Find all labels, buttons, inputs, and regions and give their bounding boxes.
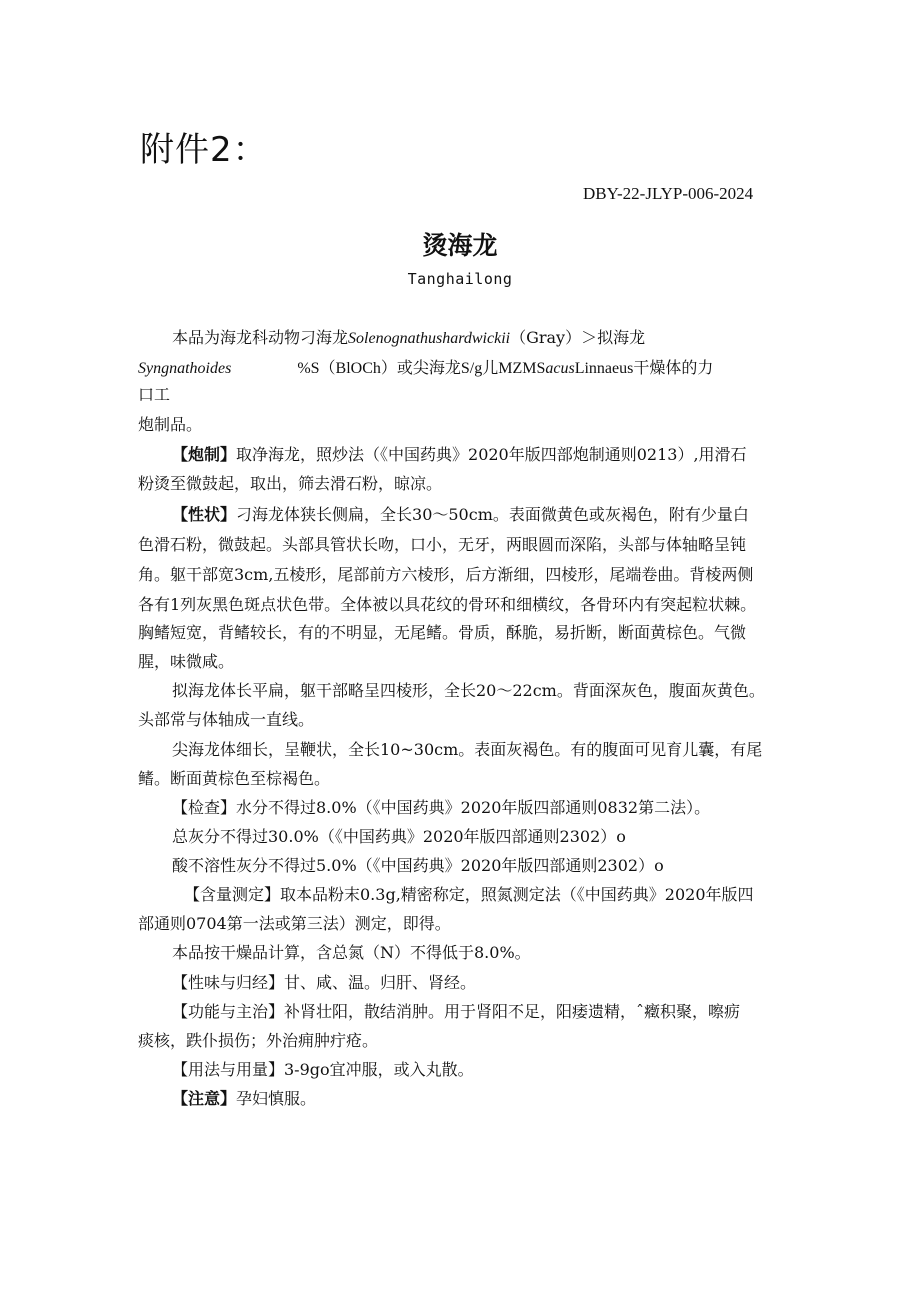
intro-text: （Gray）＞拟海龙: [510, 328, 646, 347]
section-text: 刁海龙体狭长侧扁，全长30～50cm。表面微黄色或灰褐色，附有少量白: [236, 505, 749, 524]
attachment-label: 附件2：: [140, 130, 268, 170]
latin-name: Solenognathushardwickii: [348, 330, 511, 347]
jianhailong-line-1: 尖海龙体细长，呈鞭状，全长10~30cm。表面灰褐色。有的腹面可见育儿囊，有尾: [172, 740, 763, 759]
xingzhuang-line-4: 各有1列灰黑色斑点状色带。全体被以具花纹的骨环和细横纹，各骨环内有突起粒状棘。: [138, 595, 757, 614]
xingzhuang-line-5: 胸鳍短宽，背鳍较长，有的不明显，无尾鳍。骨质，酥脆，易折断，断面黄棕色。气微: [138, 623, 747, 642]
section-label: 【注意】: [172, 1089, 237, 1108]
hanliang-line-3: 本品按干燥品计算，含总氮（N）不得低于8.0%。: [172, 943, 531, 962]
document-number: DBY-22-JLYP-006-2024: [583, 184, 754, 203]
xingzhuang-line-3: 角。躯干部宽3cm,五棱形，尾部前方六棱形，后方渐细，四棱形，尾端卷曲。背棱两侧: [138, 565, 754, 584]
jiancha-line-3: 酸不溶性灰分不得过5.0%（《中国药典》2020年版四部通则2302）o: [172, 856, 664, 875]
section-label: 【炮制】: [172, 445, 237, 464]
xingzhuang-line-1: [172, 505, 749, 525]
hanliang-line-2: 部通则0704第一法或第三法）测定，即得。: [138, 914, 451, 933]
yongfa-line: 【用法与用量】3-9go宜冲服，或入丸散。: [172, 1060, 474, 1079]
intro-text: Linnaeus干燥体的力: [574, 360, 714, 377]
section-text: 取净海龙，照炒法（《中国药典》2020年版四部炮制通则0213）,用滑石: [236, 445, 747, 464]
nihailong-line-1: 拟海龙体长平扁，躯干部略呈四棱形，全长20～22cm。背面深灰色，腹面灰黄色。: [172, 681, 765, 700]
gongneng-line-1: 【功能与主治】补肾壮阳，散结消肿。用于肾阳不足，阳痿遗精，ˆ癥积聚，嚓疬: [172, 1002, 741, 1021]
section-label: 【性状】: [172, 505, 237, 524]
intro-line-3: 口工: [138, 385, 171, 404]
section-text: 孕妇慎服。: [236, 1089, 317, 1108]
zhuyi-line: [172, 1089, 316, 1109]
xingzhuang-line-6: 腥，味微咸。: [138, 652, 235, 671]
paozhi-line-1: [172, 445, 747, 465]
latin-name: acus: [545, 360, 575, 377]
xingzhuang-line-2: 色滑石粉，微鼓起。头部具管状长吻，口小，无牙，两眼圆而深陷，头部与体轴略呈钝: [138, 535, 747, 554]
intro-line-2: [138, 358, 713, 379]
jiancha-line-1: 【检查】水分不得过8.0%（《中国药典》2020年版四部通则0832第二法）。: [172, 798, 711, 817]
pinyin-title: Tanghailong: [407, 270, 513, 288]
intro-line-4: 炮制品。: [138, 415, 203, 434]
gongneng-line-2: 痰核，跌仆损伤；外治痈肿疔疮。: [138, 1031, 379, 1050]
paozhi-line-2: 粉烫至微鼓起，取出，筛去滑石粉，晾凉。: [138, 474, 443, 493]
page-title: 烫海龙: [422, 231, 498, 260]
intro-text: 本品为海龙科动物刁海龙: [172, 328, 349, 347]
latin-name: Syngnathoides: [138, 360, 232, 377]
jianhailong-line-2: 鳍。断面黄棕色至棕褐色。: [138, 769, 331, 788]
hanliang-line-1: 【含量测定】取本品粉末0.3g,精密称定，照氮测定法（《中国药典》2020年版四: [184, 885, 754, 904]
jiancha-line-2: 总灰分不得过30.0%（《中国药典》2020年版四部通则2302）o: [172, 827, 626, 846]
nihailong-line-2: 头部常与体轴成一直线。: [138, 710, 315, 729]
intro-line-1: [172, 328, 645, 349]
intro-text: %S（BlOCh）或尖海龙S/g儿MZMS: [297, 360, 546, 377]
xingwei-line: 【性味与归经】甘、咸、温。归肝、肾经。: [172, 973, 477, 992]
